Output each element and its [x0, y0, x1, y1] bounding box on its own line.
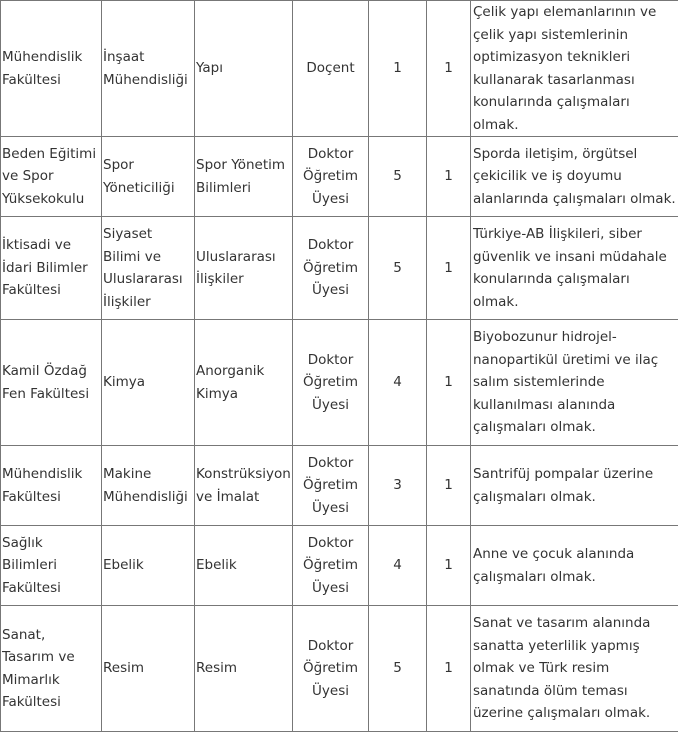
department-cell: Resim: [102, 606, 195, 732]
description-cell: Biyobozunur hidrojel-nanopartikül üretimi ve ilaç salım sistemlerinde kullanılması alanında çalışmaları olmak.: [471, 320, 678, 446]
count-cell: 5: [369, 137, 427, 217]
table-row: [1, 1, 678, 137]
field-cell: Spor Yönetim Bilimleri: [195, 137, 293, 217]
description-cell: Santrifüj pompalar üzerine çalışmaları olmak.: [471, 446, 678, 526]
faculty-cell: Mühendislik Fakültesi: [1, 1, 102, 137]
title-cell: Doktor Öğretim Üyesi: [293, 137, 369, 217]
description-cell: Sporda iletişim, örgütsel çekicilik ve iş doyumu alanlarında çalışmaları olmak.: [471, 137, 678, 217]
faculty-cell: İktisadi ve İdari Bilimler Fakültesi: [1, 217, 102, 320]
faculty-cell: Sanat, Tasarım ve Mimarlık Fakültesi: [1, 606, 102, 732]
title-cell: Doktor Öğretim Üyesi: [293, 320, 369, 446]
quota-cell: 1: [427, 526, 471, 606]
quota-cell: 1: [427, 606, 471, 732]
title-cell: Doktor Öğretim Üyesi: [293, 526, 369, 606]
table-row: [1, 446, 678, 526]
table-row: [1, 606, 678, 732]
title-cell: Doçent: [293, 1, 369, 137]
quota-cell: 1: [427, 446, 471, 526]
faculty-cell: Sağlık Bilimleri Fakültesi: [1, 526, 102, 606]
department-cell: Spor Yöneticiliği: [102, 137, 195, 217]
count-cell: 4: [369, 320, 427, 446]
field-cell: Resim: [195, 606, 293, 732]
quota-cell: 1: [427, 137, 471, 217]
title-cell: Doktor Öğretim Üyesi: [293, 217, 369, 320]
table-row: [1, 137, 678, 217]
count-cell: 4: [369, 526, 427, 606]
table-row: [1, 526, 678, 606]
field-cell: Konstrüksiyon ve İmalat: [195, 446, 293, 526]
description-cell: Anne ve çocuk alanında çalışmaları olmak.: [471, 526, 678, 606]
faculty-cell: Kamil Özdağ Fen Fakültesi: [1, 320, 102, 446]
quota-cell: 1: [427, 217, 471, 320]
table-row: [1, 217, 678, 320]
title-cell: Doktor Öğretim Üyesi: [293, 446, 369, 526]
department-cell: Ebelik: [102, 526, 195, 606]
field-cell: Anorganik Kimya: [195, 320, 293, 446]
count-cell: 5: [369, 606, 427, 732]
description-cell: Sanat ve tasarım alanında sanatta yeterlilik yapmış olmak ve Türk resim sanatında ölüm teması üzerine çalışmaları olmak.: [471, 606, 678, 732]
faculty-cell: Beden Eğitimi ve Spor Yüksekokulu: [1, 137, 102, 217]
description-cell: Çelik yapı elemanlarının ve çelik yapı sistemlerinin optimizasyon teknikleri kullanarak tasarlanması konularında çalışmaları olmak.: [471, 1, 678, 137]
count-cell: 5: [369, 217, 427, 320]
title-cell: Doktor Öğretim Üyesi: [293, 606, 369, 732]
department-cell: Kimya: [102, 320, 195, 446]
field-cell: Uluslararası İlişkiler: [195, 217, 293, 320]
description-cell: Türkiye-AB İlişkileri, siber güvenlik ve insani müdahale konularında çalışmaları olmak.: [471, 217, 678, 320]
quota-cell: 1: [427, 1, 471, 137]
field-cell: Yapı: [195, 1, 293, 137]
department-cell: İnşaat Mühendisliği: [102, 1, 195, 137]
table-row: [1, 320, 678, 446]
count-cell: 3: [369, 446, 427, 526]
count-cell: 1: [369, 1, 427, 137]
department-cell: Makine Mühendisliği: [102, 446, 195, 526]
faculty-cell: Mühendislik Fakültesi: [1, 446, 102, 526]
department-cell: Siyaset Bilimi ve Uluslararası İlişkiler: [102, 217, 195, 320]
quota-cell: 1: [427, 320, 471, 446]
field-cell: Ebelik: [195, 526, 293, 606]
